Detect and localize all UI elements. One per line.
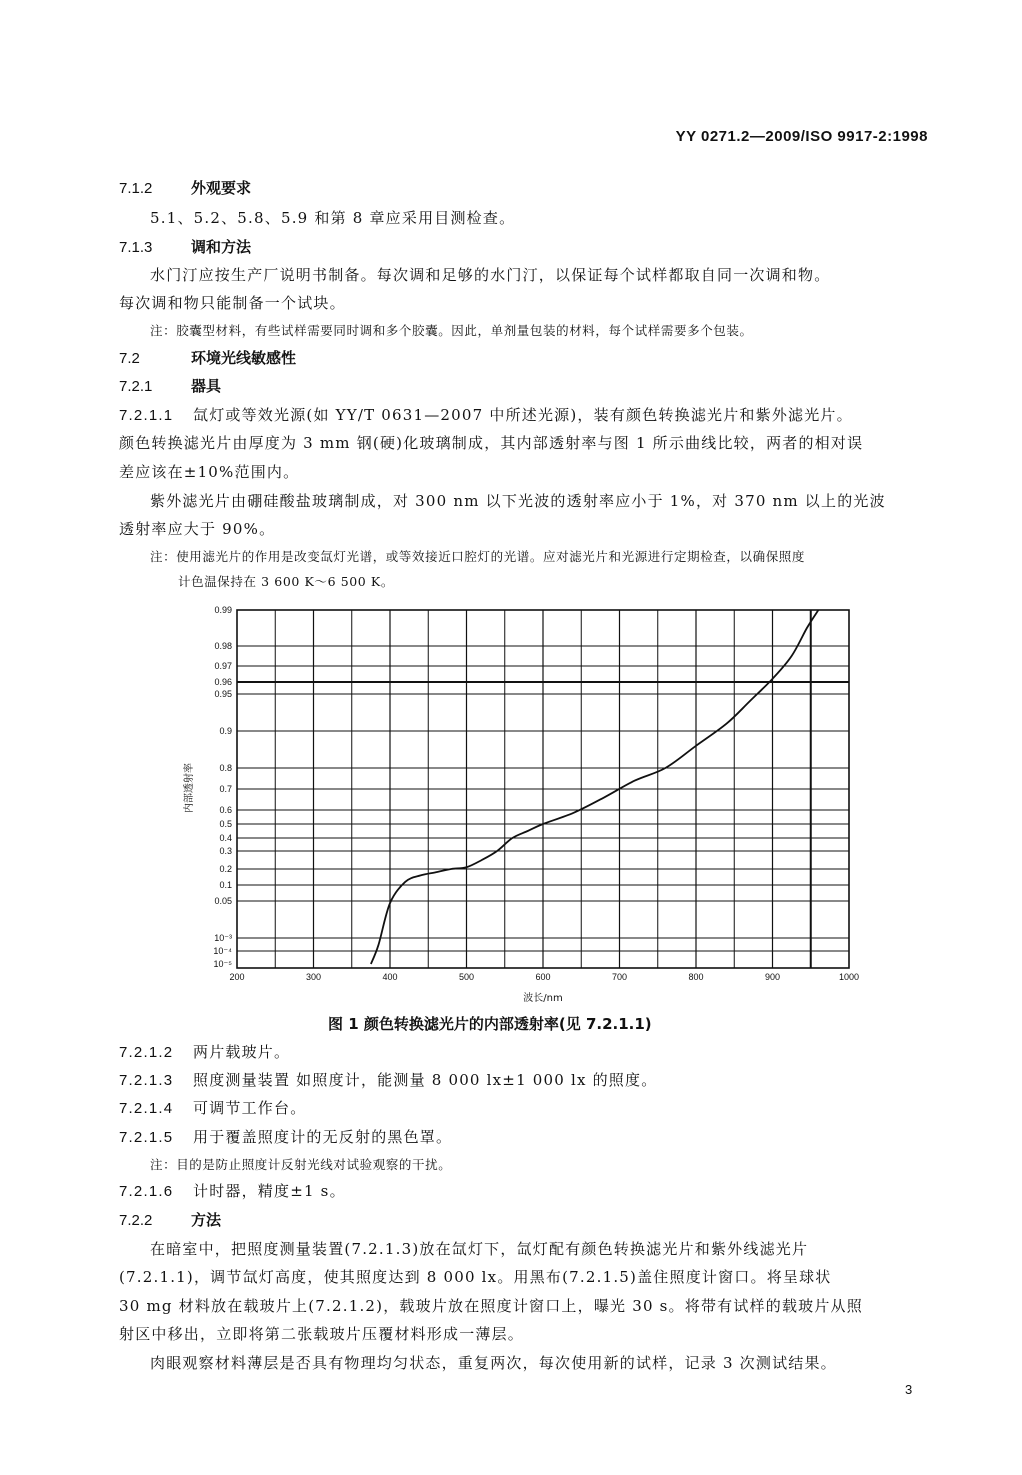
- paragraph: 射区中移出，立即将第二张载玻片压覆材料形成一薄层。: [119, 1325, 525, 1343]
- paragraph: (7.2.1.1)，调节氙灯高度，使其照度达到 8 000 lx。用黑布(7.2.1.5)盖住照度计窗口。将呈球状: [119, 1268, 832, 1286]
- x-tick-label: 500: [458, 972, 475, 982]
- y-tick-label: 0.7: [219, 784, 232, 794]
- paragraph: 紫外滤光片由硼硅酸盐玻璃制成，对 300 nm 以下光波的透射率应小于 1%，对 370 nm 以上的光波: [150, 492, 886, 510]
- y-tick-label: 0.1: [219, 880, 232, 890]
- section-title: 调和方法: [191, 238, 252, 256]
- transmittance-chart: [170, 598, 870, 1008]
- paragraph: 在暗室中，把照度测量装置(7.2.1.3)放在氙灯下，氙灯配有颜色转换滤光片和紫外线滤光片: [150, 1240, 809, 1258]
- paragraph: 水门汀应按生产厂说明书制备。每次调和足够的水门汀，以保证每个试样都取自同一次调和物。: [150, 266, 831, 284]
- paragraph-text: 计时器，精度±1 s。: [193, 1182, 346, 1200]
- note: 注：使用滤光片的作用是改变氙灯光谱，或等效接近口腔灯的光谱。应对滤光片和光源进行定期检查，以确保照度: [150, 549, 806, 564]
- section-number: 7.2.1.2: [119, 1044, 174, 1061]
- paragraph-text: 照度测量装置 如照度计，能测量 8 000 lx±1 000 lx 的照度。: [193, 1071, 658, 1089]
- section-number: 7.2.1: [119, 378, 153, 395]
- paragraph-text: 可调节工作台。: [193, 1099, 307, 1117]
- paragraph: 5.1、5.2、5.8、5.9 和第 8 章应采用目测检查。: [150, 209, 516, 227]
- section-7-1-3-heading: [119, 236, 251, 257]
- x-tick-label: 700: [611, 972, 628, 982]
- section-number: 7.2.2: [119, 1212, 153, 1229]
- section-number: 7.2.1.4: [119, 1100, 174, 1117]
- x-tick-labels: [229, 972, 859, 982]
- paragraph: 透射率应大于 90%。: [119, 520, 276, 538]
- figure-caption: 图 1 颜色转换滤光片的内部透射率(见 7.2.1.1): [328, 1015, 652, 1033]
- paragraph-7-2-1-4: [119, 1097, 306, 1118]
- section-number: 7.1.2: [119, 180, 153, 197]
- y-tick-label: 0.2: [219, 864, 232, 874]
- section-title: 外观要求: [191, 179, 252, 197]
- section-7-1-2-heading: [119, 177, 251, 198]
- section-7-2-1-heading: [119, 375, 221, 396]
- paragraph-text: 用于覆盖照度计的无反射的黑色罩。: [193, 1128, 453, 1146]
- y-tick-label: 0.4: [219, 833, 232, 843]
- section-title: 环境光线敏感性: [191, 349, 297, 367]
- paragraph: 颜色转换滤光片由厚度为 3 mm 钢(硬)化玻璃制成，其内部透射率与图 1 所示曲线比较，两者的相对误: [119, 434, 864, 452]
- paragraph: 30 mg 材料放在载玻片上(7.2.1.2)，载玻片放在照度计窗口上，曝光 30 s。将带有试样的载玻片从照: [119, 1297, 863, 1315]
- paragraph-7-2-1-2: [119, 1041, 290, 1062]
- section-title: 方法: [191, 1211, 222, 1229]
- y-tick-label: 0.8: [219, 763, 232, 773]
- x-tick-label: 400: [382, 972, 398, 982]
- paragraph-text: 两片载玻片。: [193, 1043, 291, 1061]
- transmittance-curve: [371, 610, 819, 964]
- x-tick-label: 1000: [838, 972, 860, 982]
- paragraph-7-2-1-5: [119, 1126, 452, 1147]
- section-number: 7.2.1.1: [119, 407, 174, 424]
- paragraph-7-2-1-6: [119, 1180, 346, 1201]
- y-tick-label: 0.5: [219, 819, 232, 829]
- note: 计色温保持在 3 600 K～6 500 K。: [178, 574, 394, 589]
- y-tick-label: 0.96: [214, 677, 232, 687]
- y-tick-label: 0.3: [219, 846, 232, 856]
- section-number: 7.2.1.3: [119, 1072, 174, 1089]
- y-tick-label: 10⁻⁴: [213, 946, 232, 956]
- paragraph-7-2-1-1: [119, 404, 853, 425]
- y-tick-labels: [213, 605, 232, 969]
- section-title: 器具: [191, 377, 222, 395]
- y-tick-label: 0.6: [219, 805, 232, 815]
- note: 注：胶囊型材料，有些试样需要同时调和多个胶囊。因此，单剂量包装的材料，每个试样需要多个包装。: [150, 323, 753, 338]
- paragraph: 每次调和物只能制备一个试块。: [119, 294, 346, 312]
- y-tick-label: 0.99: [214, 605, 232, 615]
- page-number: 3: [905, 1382, 913, 1397]
- y-tick-label: 0.9: [219, 726, 232, 736]
- y-axis-label: 内部透射率: [184, 763, 195, 813]
- section-number: 7.2.1.5: [119, 1129, 174, 1146]
- section-7-2-heading: [119, 347, 296, 368]
- note: 注：目的是防止照度计反射光线对试验观察的干扰。: [150, 1157, 452, 1172]
- y-tick-label: 0.97: [214, 661, 232, 671]
- paragraph-text: 氙灯或等效光源(如 YY/T 0631—2007 中所述光源)，装有颜色转换滤光片和紫外滤光片。: [193, 406, 853, 424]
- section-7-2-2-heading: [119, 1209, 221, 1230]
- x-tick-label: 800: [688, 972, 704, 982]
- section-number: 7.2.1.6: [119, 1183, 174, 1200]
- y-tick-label: 0.95: [214, 689, 232, 699]
- document-code: YY 0271.2—2009/ISO 9917-2:1998: [675, 128, 928, 145]
- paragraph: 肉眼观察材料薄层是否具有物理均匀状态，重复两次，每次使用新的试样，记录 3 次测试结果。: [150, 1354, 837, 1372]
- y-tick-label: 0.98: [214, 641, 232, 651]
- x-tick-label: 600: [535, 972, 551, 982]
- y-tick-label: 10⁻⁵: [213, 959, 232, 969]
- x-axis-label: 波长/nm: [523, 993, 563, 1004]
- paragraph-7-2-1-3: [119, 1069, 657, 1090]
- paragraph: 差应该在±10%范围内。: [119, 463, 300, 481]
- section-number: 7.1.3: [119, 239, 153, 256]
- x-tick-label: 300: [305, 972, 322, 982]
- chart-grid: [237, 610, 849, 968]
- y-tick-label: 10⁻³: [214, 933, 232, 943]
- x-tick-label: 200: [229, 972, 245, 982]
- section-number: 7.2: [119, 350, 140, 367]
- x-tick-label: 900: [764, 972, 781, 982]
- y-tick-label: 0.05: [214, 896, 232, 906]
